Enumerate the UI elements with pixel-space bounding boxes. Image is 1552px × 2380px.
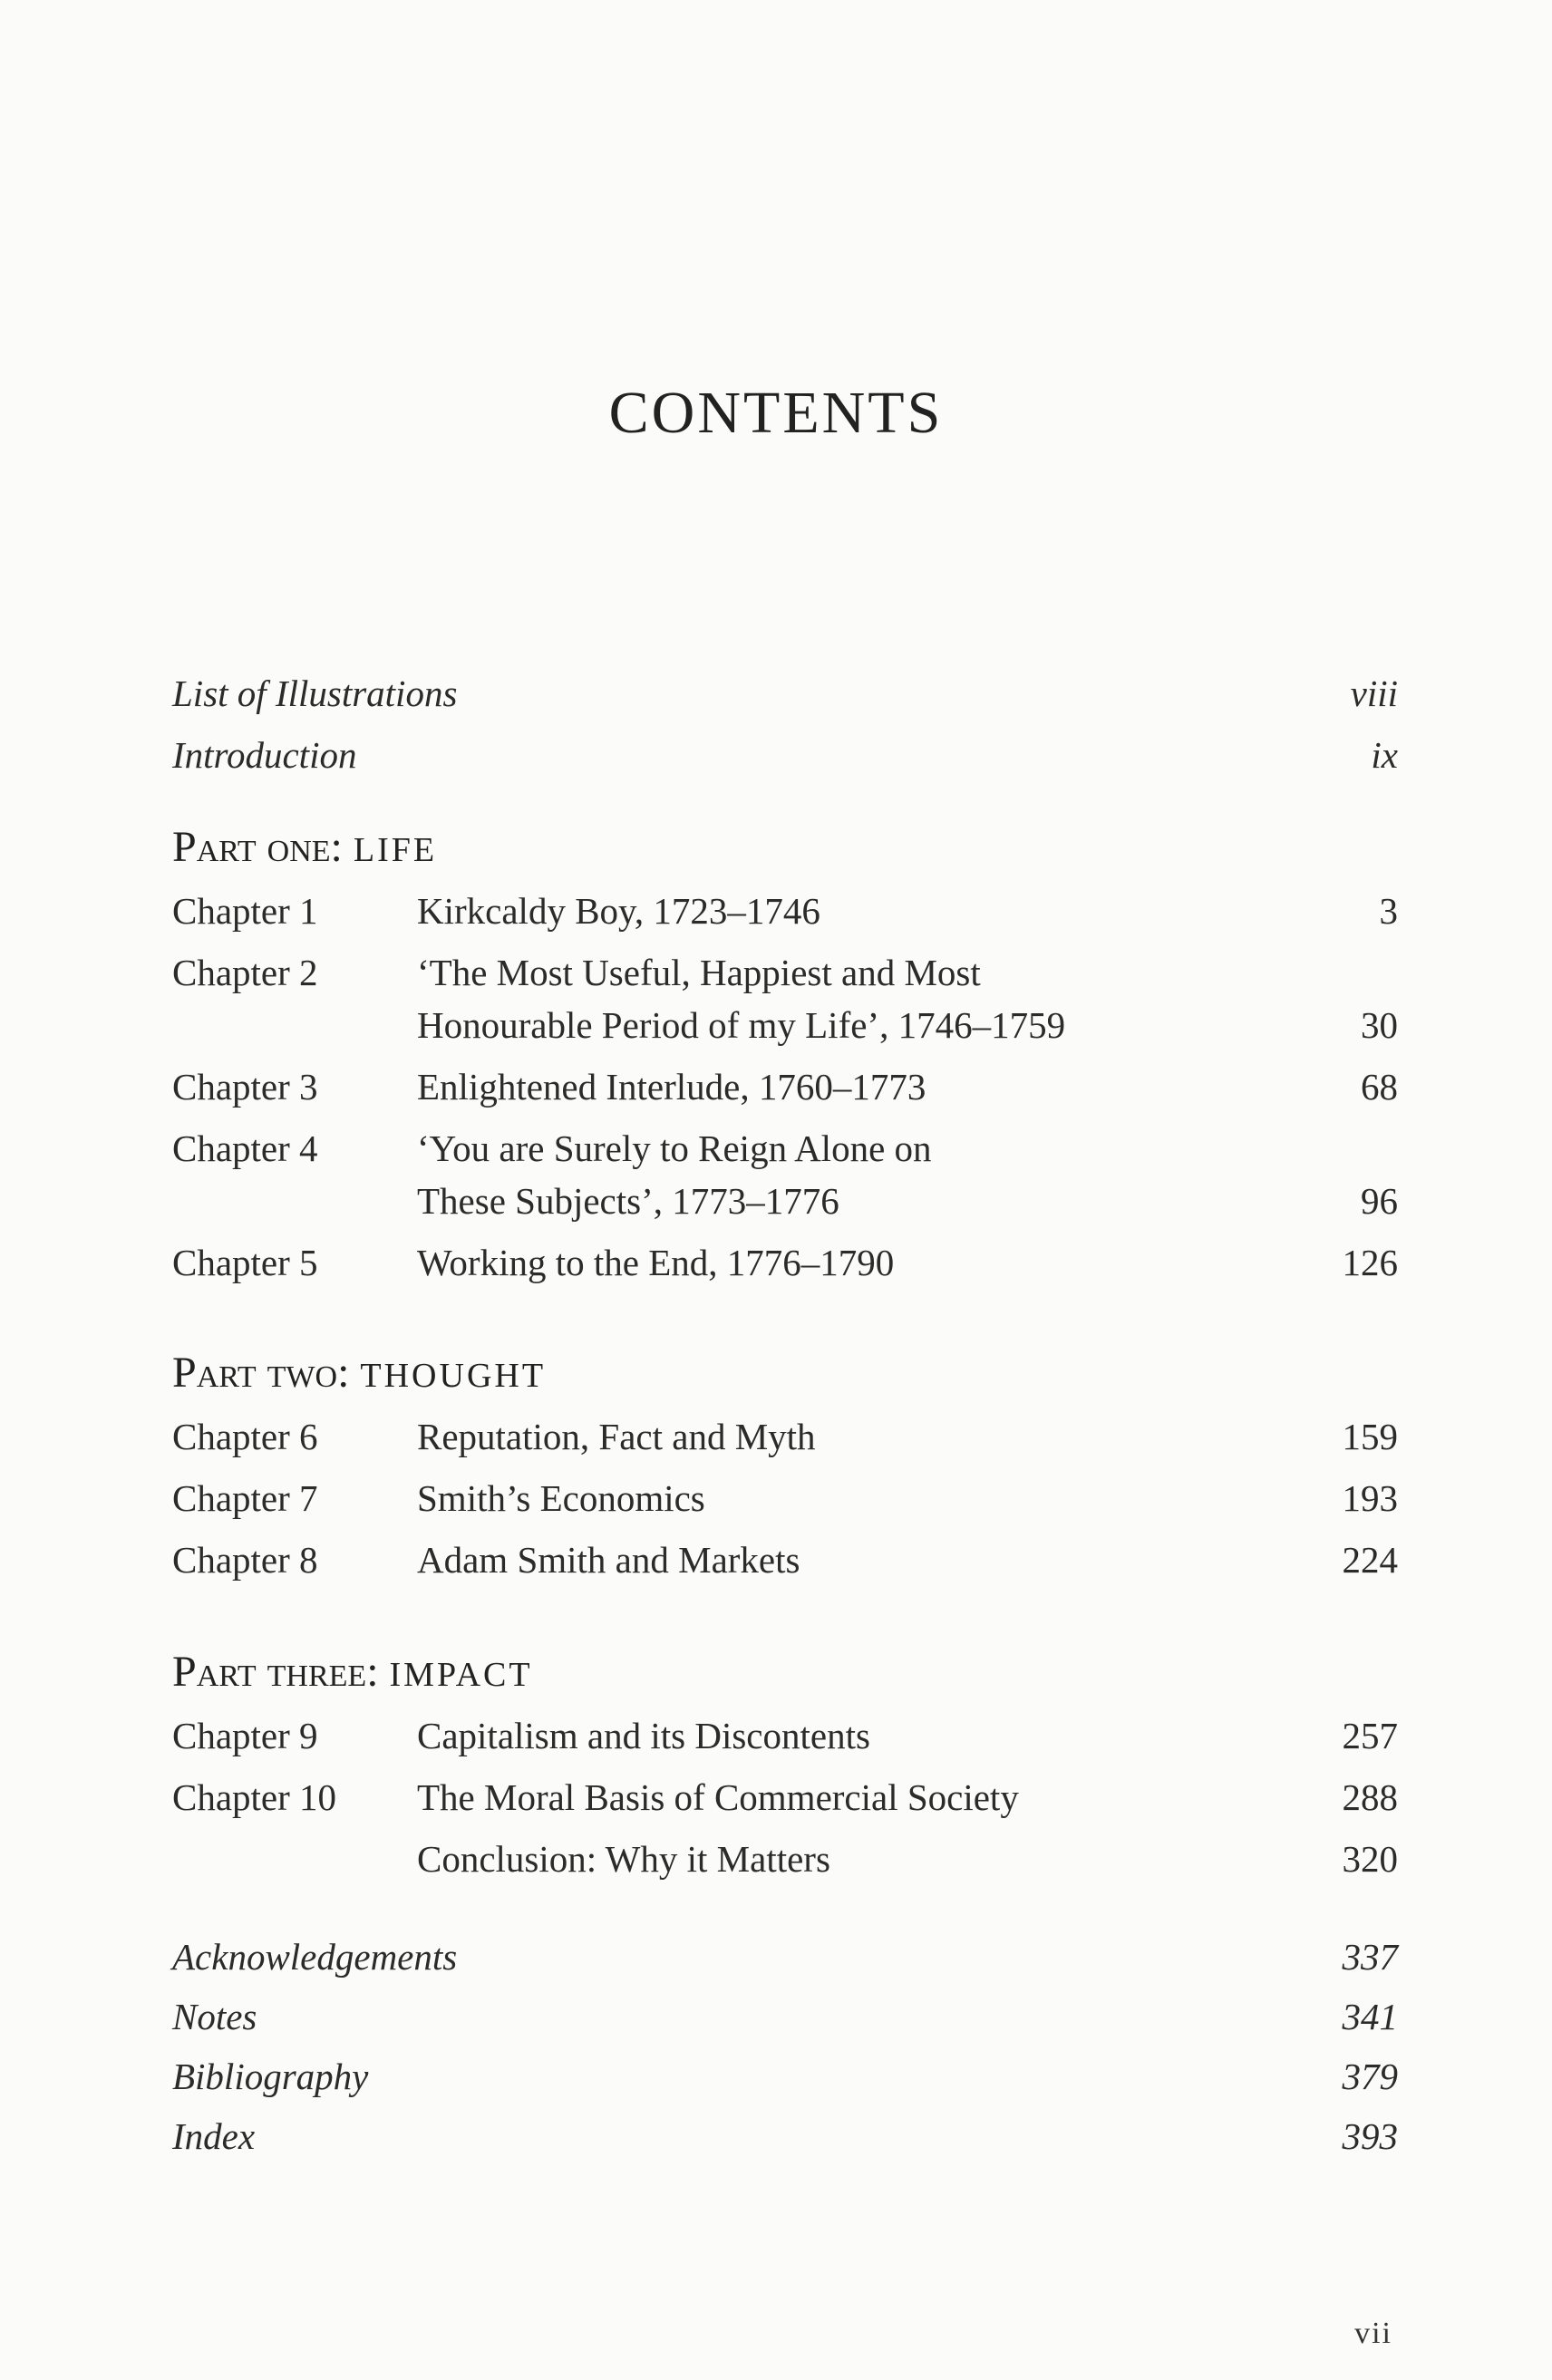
chapter-title: Capitalism and its Discontents <box>417 1715 870 1756</box>
part-name: IMPACT <box>389 1656 533 1694</box>
entry-page: viii <box>1350 672 1398 714</box>
chapter-title: Adam Smith and Markets <box>417 1539 800 1581</box>
toc-entry-chapter-2[interactable] <box>172 941 1398 1059</box>
toc-entry-bibliography[interactable] <box>172 2045 1398 2108</box>
toc-entry-chapter-10[interactable] <box>172 1766 1398 1829</box>
toc-entry-chapter-8[interactable] <box>172 1528 1398 1592</box>
entry-page: 341 <box>1342 1996 1398 2037</box>
part-prefix: Part two: <box>172 1349 350 1397</box>
entry-page: 379 <box>1342 2056 1398 2097</box>
entry-title: Introduction <box>172 734 357 776</box>
entry-title: Bibliography <box>172 2056 369 2097</box>
entry-title: Index <box>172 2115 256 2157</box>
page-folio: vii <box>1354 2317 1392 2350</box>
entry-title: Acknowledgements <box>172 1936 458 1978</box>
chapter-label: Chapter 1 <box>172 890 318 932</box>
chapter-label: Chapter 9 <box>172 1715 318 1756</box>
chapter-page: 224 <box>1342 1539 1398 1581</box>
chapter-page: 96 <box>1361 1180 1398 1222</box>
toc-entry-chapter-3[interactable] <box>172 1055 1398 1118</box>
page-title: CONTENTS <box>608 380 944 446</box>
toc-entry-chapter-1[interactable] <box>172 879 1398 943</box>
toc-entry-introduction[interactable] <box>172 723 1398 787</box>
chapter-page: 193 <box>1342 1477 1398 1519</box>
toc-entry-conclusion[interactable] <box>172 1827 1398 1891</box>
chapter-page: 30 <box>1361 1004 1398 1046</box>
chapter-page: 3 <box>1379 890 1398 932</box>
entry-page: 337 <box>1342 1936 1398 1978</box>
chapter-label: Chapter 4 <box>172 1127 318 1169</box>
part-heading-two <box>172 1341 546 1408</box>
toc-entry-list-of-illustrations[interactable] <box>172 662 1398 725</box>
chapter-title: Enlightened Interlude, 1760–1773 <box>417 1066 926 1108</box>
chapter-page: 126 <box>1342 1242 1398 1283</box>
chapter-label: Chapter 8 <box>172 1539 318 1581</box>
chapter-label: Chapter 2 <box>172 952 318 993</box>
chapter-label: Chapter 6 <box>172 1416 318 1457</box>
part-prefix: Part one: <box>172 823 343 871</box>
chapter-title-line-1: ‘You are Surely to Reign Alone on <box>417 1127 932 1169</box>
toc-entry-index[interactable] <box>172 2104 1398 2168</box>
part-heading-three <box>172 1640 533 1707</box>
entry-title: List of Illustrations <box>172 672 458 714</box>
chapter-label: Chapter 7 <box>172 1477 318 1519</box>
chapter-page: 288 <box>1342 1776 1398 1818</box>
toc-entry-acknowledgements[interactable] <box>172 1925 1398 1988</box>
toc-entry-notes[interactable] <box>172 1985 1398 2048</box>
entry-title: Notes <box>172 1996 257 2037</box>
part-name: THOUGHT <box>360 1357 547 1395</box>
toc-entry-chapter-7[interactable] <box>172 1466 1398 1530</box>
chapter-title-line-2: These Subjects’, 1773–1776 <box>417 1180 839 1222</box>
entry-page: ix <box>1371 734 1398 776</box>
chapter-page: 320 <box>1342 1838 1398 1880</box>
chapter-title: The Moral Basis of Commercial Society <box>417 1776 1019 1818</box>
chapter-title: Kirkcaldy Boy, 1723–1746 <box>417 890 820 932</box>
chapter-title: Conclusion: Why it Matters <box>417 1838 830 1880</box>
toc-entry-chapter-4[interactable] <box>172 1117 1398 1234</box>
chapter-page: 68 <box>1361 1066 1398 1108</box>
chapter-label: Chapter 10 <box>172 1776 337 1818</box>
chapter-page: 159 <box>1342 1416 1398 1457</box>
chapter-page: 257 <box>1342 1715 1398 1756</box>
chapter-title: Smith’s Economics <box>417 1477 705 1519</box>
part-heading-one <box>172 816 437 882</box>
toc-entry-chapter-9[interactable] <box>172 1704 1398 1767</box>
part-name: LIFE <box>353 831 438 869</box>
chapter-title-line-2: Honourable Period of my Life’, 1746–1759 <box>417 1004 1066 1046</box>
part-prefix: Part three: <box>172 1648 379 1696</box>
chapter-title-line-1: ‘The Most Useful, Happiest and Most <box>417 952 981 993</box>
chapter-title: Working to the End, 1776–1790 <box>417 1242 895 1283</box>
chapter-label: Chapter 5 <box>172 1242 318 1283</box>
entry-page: 393 <box>1342 2115 1398 2157</box>
toc-entry-chapter-5[interactable] <box>172 1231 1398 1294</box>
toc-entry-chapter-6[interactable] <box>172 1405 1398 1468</box>
chapter-label: Chapter 3 <box>172 1066 318 1108</box>
chapter-title: Reputation, Fact and Myth <box>417 1416 816 1457</box>
